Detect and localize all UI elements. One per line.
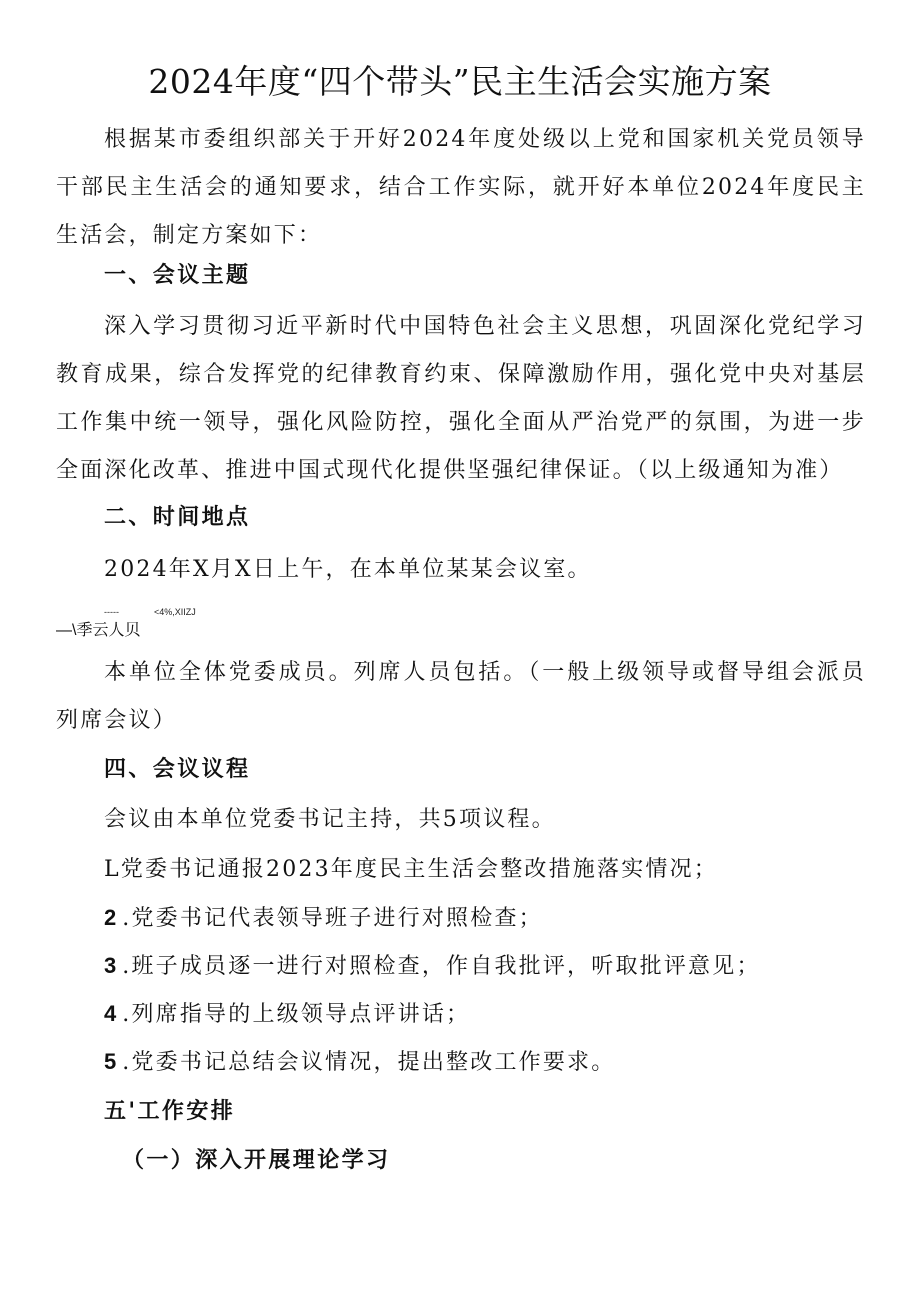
agenda-item — [104, 990, 470, 1039]
agenda-item — [104, 894, 543, 943]
document-title: 2024年度“四个带头”民主生活会实施方案 — [148, 62, 772, 101]
agenda-item — [104, 846, 718, 894]
agenda-item-text: L党委书记通报2023年度民主生活会整改措施落实情况； — [104, 857, 718, 882]
agenda-item — [104, 942, 761, 991]
section-heading-theme: 一、会议主题 — [104, 263, 251, 288]
agenda-item-text: .党委书记总结会议情况，提出整改工作要求。 — [122, 1050, 616, 1075]
section-heading-attendees: —\季云人贝 — [56, 622, 141, 639]
section-heading-time-place: 二、时间地点 — [104, 505, 251, 530]
time-place-paragraph: 2024年X月X日上午，在本单位某某会议室。 — [104, 557, 592, 582]
garbled-text-fragment: <4%,XIIZJ — [154, 607, 196, 617]
intro-paragraph: 根据某市委组织部关于开好2024年度处级以上党和国家机关党员领导干部民主生活会的通知要求，结合工作实际，就开好本单位2024年度民主生活会，制定方案如下： — [56, 127, 866, 248]
section-heading-work-arrangement: 五'工作安排 — [104, 1099, 236, 1124]
subsection-heading-theory-study: （一）深入开展理论学习 — [122, 1148, 391, 1173]
attendees-paragraph: 本单位全体党委成员。列席人员包括。（一般上级领导或督导组会派员列席会议） — [56, 660, 866, 733]
agenda-item-number: 4 — [104, 1001, 117, 1026]
agenda-item-number: 5 — [104, 1049, 117, 1074]
agenda-item-number: 3 — [104, 953, 117, 978]
agenda-intro: 会议由本单位党委书记主持，共5项议程。 — [104, 807, 556, 832]
section-heading-agenda: 四、会议议程 — [104, 757, 251, 782]
agenda-item — [104, 1038, 615, 1087]
agenda-item-text: .列席指导的上级领导点评讲话； — [122, 1002, 471, 1027]
agenda-item-number: 2 — [104, 905, 117, 930]
agenda-item-text: .党委书记代表领导班子进行对照检查； — [122, 906, 543, 931]
garbled-text-fragment: ----- — [104, 607, 119, 617]
theme-paragraph: 深入学习贯彻习近平新时代中国特色社会主义思想，巩固深化党纪学习教育成果，综合发挥党的纪律教育约束、保障激励作用，强化党中央对基层工作集中统一领导，强化风险防控，强化全面从严治党严的氛围，为进一步全面深化改革、推进中国式现代化提供坚强纪律保证。（以上级通知为准） — [56, 314, 866, 483]
agenda-item-text: .班子成员逐一进行对照检查，作自我批评，听取批评意见； — [122, 954, 761, 979]
